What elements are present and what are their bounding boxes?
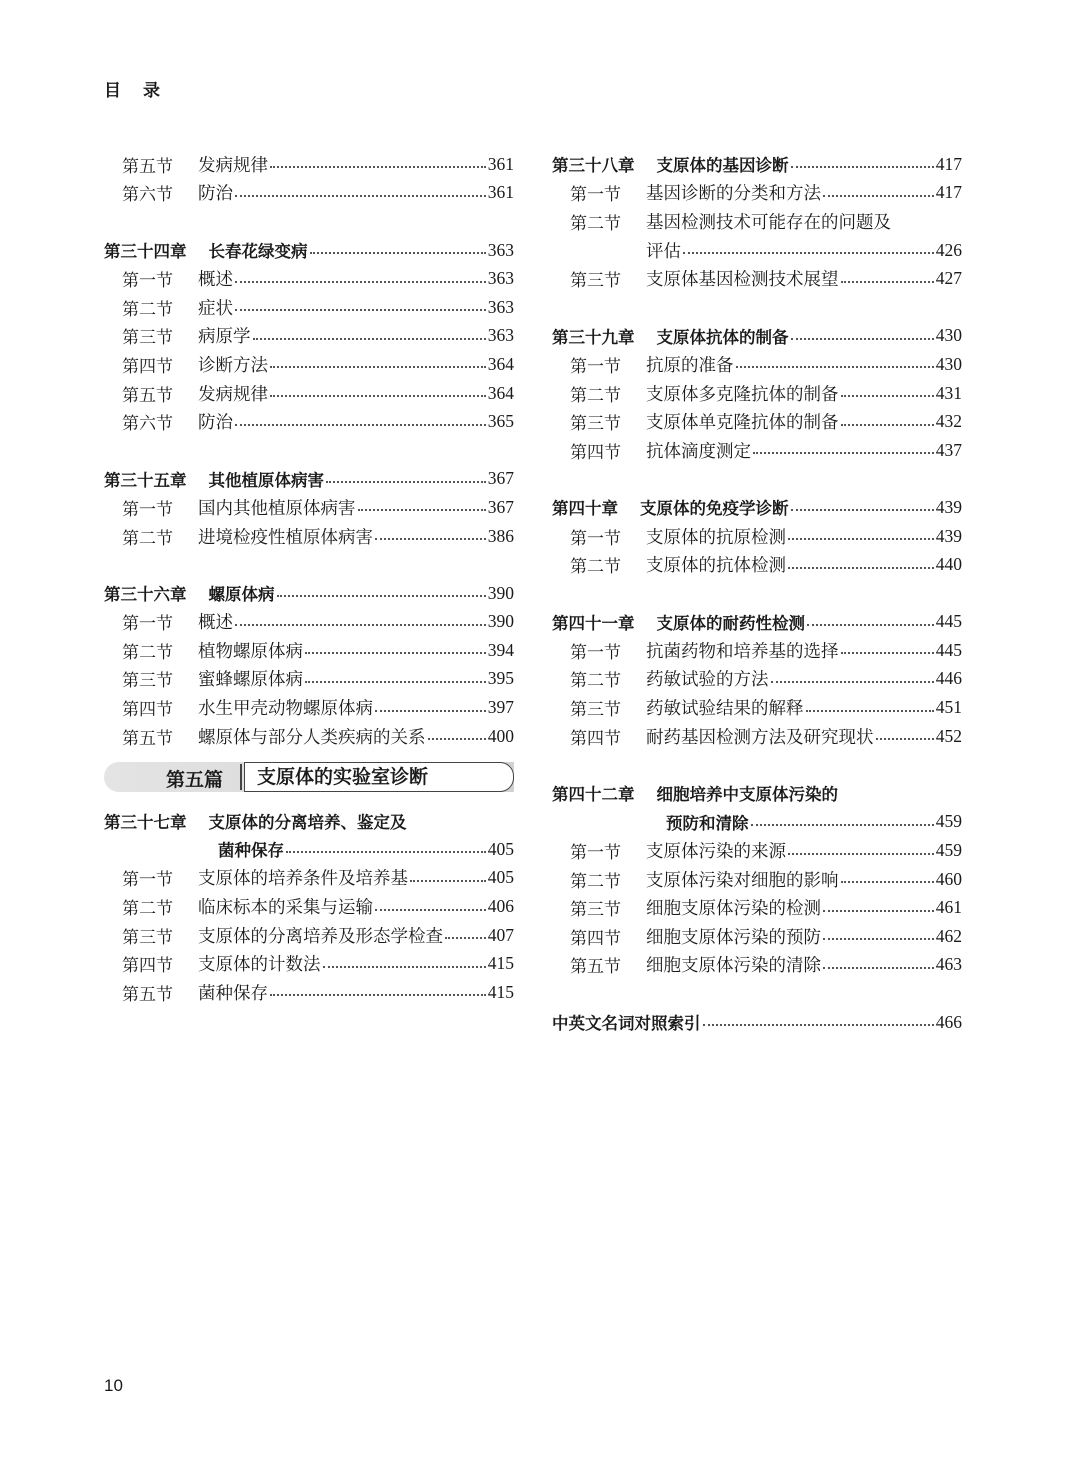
dot-leader [751,824,934,826]
dot-leader [375,909,486,911]
dot-leader [841,281,934,283]
chapter-title: 螺原体病 [208,585,275,605]
section-title: 支原体的抗原检测 [646,527,786,548]
page-ref: 430 [935,353,962,374]
chapter-title-cont: 预防和清除 [666,813,749,833]
toc-entry[interactable] [552,865,962,894]
page-ref: 432 [935,411,962,432]
dot-leader [428,738,486,740]
dot-leader [841,424,934,426]
section-number: 第一节 [570,843,621,864]
section-number: 第三节 [570,700,621,721]
dot-leader [823,967,934,969]
section-number: 第四节 [570,928,621,949]
toc-entry[interactable] [104,892,514,921]
dot-leader [235,281,486,283]
dot-leader [235,195,486,197]
dot-leader [375,710,486,712]
section-title: 细胞支原体污染的预防 [646,927,821,948]
page-ref: 427 [935,268,962,289]
dot-leader [841,881,934,883]
dot-leader [270,166,486,168]
section-number: 第三节 [570,900,621,921]
section-number: 第五节 [570,957,621,978]
section-title: 支原体污染的来源 [646,842,786,863]
section-title: 症状 [198,298,233,319]
section-number: 第三节 [122,328,173,349]
page-ref: 363 [487,325,514,346]
page-ref: 361 [487,153,514,174]
section-number: 第五节 [122,984,173,1005]
toc-entry[interactable] [104,608,514,637]
section-number: 第五节 [122,156,173,177]
dot-leader [788,853,934,855]
toc-entry[interactable] [552,836,962,865]
page-ref: 463 [935,954,962,975]
dot-leader [788,567,934,569]
section-title: 抗原的准备 [646,355,734,376]
chapter-number: 第四十章 [552,499,618,519]
toc-entry[interactable] [552,951,962,980]
page-ref: 390 [487,611,514,632]
page-ref: 417 [935,182,962,203]
dot-leader [410,880,486,882]
page-ref: 364 [487,353,514,374]
section-number: 第一节 [122,499,173,520]
dot-leader [305,652,486,654]
section-title: 抗菌药物和培养基的选择 [646,641,839,662]
section-number: 第六节 [122,414,173,435]
page-ref: 390 [487,582,514,603]
section-title: 概述 [198,613,233,634]
toc-chapter[interactable] [104,465,514,494]
toc-chapter[interactable] [552,779,962,808]
toc-entry-continuation[interactable] [552,236,962,265]
section-title: 病原学 [198,327,251,348]
page-ref: 417 [935,153,962,174]
toc-entry[interactable] [552,550,962,579]
dot-leader [326,481,486,483]
toc-chapter[interactable] [552,322,962,351]
chapter-number: 第三十四章 [104,242,187,262]
toc-entry[interactable] [552,207,962,236]
toc-entry[interactable] [104,407,514,436]
dot-leader [305,681,486,683]
section-title: 支原体污染对细胞的影响 [646,870,839,891]
dot-leader [788,538,934,540]
page-ref: 363 [487,296,514,317]
chapter-title: 细胞培养中支原体污染的 [656,785,838,805]
section-number: 第二节 [570,385,621,406]
page-ref: 363 [487,239,514,260]
page-ref: 367 [487,496,514,517]
section-number: 第五节 [122,385,173,406]
chapter-number: 第四十一章 [552,613,635,633]
page-ref: 466 [935,1011,962,1032]
section-title: 水生甲壳动物螺原体病 [198,699,373,720]
page-ref: 445 [935,639,962,660]
page-ref: 439 [935,525,962,546]
toc-entry[interactable] [104,179,514,208]
section-title: 药敏试验的方法 [646,670,769,691]
chapter-number: 第三十八章 [552,156,635,176]
chapter-number: 第四十二章 [552,785,635,805]
section-title: 防治 [198,184,233,205]
toc-index-entry[interactable] [552,1008,962,1037]
toc-entry[interactable] [552,665,962,694]
toc-entry[interactable] [552,922,962,951]
toc-entry[interactable] [104,293,514,322]
section-number: 第二节 [570,671,621,692]
page-ref: 451 [935,697,962,718]
section-title: 国内其他植原体病害 [198,498,356,519]
dot-leader [753,452,934,454]
chapter-number: 第三十九章 [552,327,635,347]
page-ref: 415 [487,953,514,974]
page-ref: 430 [935,325,962,346]
page-ref: 363 [487,268,514,289]
page-ref: 395 [487,668,514,689]
section-title: 支原体的计数法 [198,955,321,976]
section-number: 第三节 [570,271,621,292]
section-number: 第四节 [122,700,173,721]
toc-entry[interactable] [104,693,514,722]
dot-leader [791,509,934,511]
page-ref: 459 [935,811,962,832]
section-number: 第一节 [122,271,173,292]
part-banner[interactable] [104,762,514,792]
section-title: 抗体滴度测定 [646,441,751,462]
toc-entry[interactable] [552,350,962,379]
dot-leader [683,252,934,254]
section-title: 支原体多克隆抗体的制备 [646,384,839,405]
chapter-title: 其他植原体病害 [208,470,324,490]
section-title: 基因检测技术可能存在的问题及 [646,212,891,233]
page-ref: 426 [935,239,962,260]
toc-entry[interactable] [104,379,514,408]
dot-leader [823,938,934,940]
toc-entry[interactable] [552,436,962,465]
page-ref: 367 [487,468,514,489]
toc-chapter[interactable] [104,579,514,608]
section-number: 第六节 [122,185,173,206]
toc-entry[interactable] [552,522,962,551]
chapter-number: 第三十五章 [104,470,187,490]
page-ref: 406 [487,896,514,917]
toc-chapter-continuation[interactable] [552,808,962,837]
page-ref: 397 [487,697,514,718]
banner-divider [240,764,242,790]
section-title: 蜜蜂螺原体病 [198,670,303,691]
section-title-cont: 评估 [646,241,681,262]
page-ref: 405 [487,867,514,888]
section-title: 菌种保存 [198,983,268,1004]
toc-entry[interactable] [104,150,514,179]
toc-entry[interactable] [104,636,514,665]
section-number: 第一节 [122,614,173,635]
section-number: 第四节 [570,442,621,463]
toc-right-column [552,150,962,1036]
toc-entry[interactable] [552,636,962,665]
toc-entry[interactable] [104,665,514,694]
dot-leader [841,395,934,397]
chapter-title: 支原体的分离培养、鉴定及 [208,812,407,832]
toc-entry[interactable] [552,264,962,293]
dot-leader [876,738,934,740]
page-ref: 431 [935,382,962,403]
toc-entry[interactable] [104,264,514,293]
toc-entry[interactable] [104,978,514,1007]
page-ref: 407 [487,924,514,945]
toc-entry[interactable] [552,407,962,436]
toc-left-column [104,150,514,1007]
toc-entry[interactable] [552,379,962,408]
page-ref: 445 [935,611,962,632]
section-title: 药敏试验结果的解释 [646,699,804,720]
section-number: 第一节 [570,528,621,549]
page-ref: 400 [487,725,514,746]
toc-entry[interactable] [552,179,962,208]
chapter-title-cont: 菌种保存 [218,841,284,861]
section-title: 螺原体与部分人类疾病的关系 [198,727,426,748]
section-title: 临床标本的采集与运输 [198,898,373,919]
section-title: 植物螺原体病 [198,641,303,662]
page-ref: 365 [487,411,514,432]
section-title: 概述 [198,270,233,291]
chapter-number: 第三十六章 [104,585,187,605]
dot-leader [323,966,486,968]
page-ref: 452 [935,725,962,746]
dot-leader [310,252,486,254]
section-title: 支原体的分离培养及形态学检查 [198,926,443,947]
toc-entry[interactable] [104,522,514,551]
toc-entry[interactable] [104,949,514,978]
page-ref: 415 [487,981,514,1002]
chapter-number: 第三十七章 [104,812,187,832]
section-number: 第三节 [122,927,173,948]
section-title: 耐药基因检测方法及研究现状 [646,727,874,748]
section-title: 细胞支原体污染的清除 [646,956,821,977]
section-number: 第二节 [570,213,621,234]
section-number: 第二节 [122,899,173,920]
dot-leader [703,1024,934,1026]
page-ref: 439 [935,496,962,517]
toc-chapter-continuation[interactable] [104,835,514,864]
dot-leader [235,424,486,426]
section-title: 诊断方法 [198,355,268,376]
page-ref: 462 [935,925,962,946]
toc-entry[interactable] [104,722,514,751]
toc-chapter[interactable] [552,150,962,179]
toc-entry[interactable] [104,493,514,522]
section-number: 第五节 [122,728,173,749]
section-number: 第一节 [570,356,621,377]
section-number: 第二节 [122,642,173,663]
toc-chapter[interactable] [552,608,962,637]
chapter-title: 长春花绿变病 [208,242,308,262]
dot-leader [253,338,486,340]
dot-leader [771,681,934,683]
part-title: 支原体的实验室诊断 [244,762,514,792]
section-title: 发病规律 [198,384,268,405]
section-title: 支原体的培养条件及培养基 [198,869,408,890]
toc-entry[interactable] [104,864,514,893]
toc-chapter[interactable] [552,493,962,522]
page-ref: 446 [935,668,962,689]
dot-leader [375,538,486,540]
dot-leader [823,910,934,912]
toc-entry[interactable] [104,350,514,379]
section-number: 第一节 [122,870,173,891]
dot-leader [736,366,934,368]
page-ref: 459 [935,840,962,861]
chapter-title: 支原体的免疫学诊断 [640,499,789,519]
dot-leader [270,366,486,368]
section-number: 第一节 [570,185,621,206]
part-number: 第五篇 [166,769,224,792]
dot-leader [270,994,486,996]
chapter-title: 支原体的基因诊断 [656,156,789,176]
toc-entry[interactable] [104,322,514,351]
dot-leader [286,851,486,853]
section-number: 第三节 [570,414,621,435]
toc-entry[interactable] [552,693,962,722]
page-ref: 460 [935,868,962,889]
dot-leader [445,937,486,939]
toc-chapter[interactable] [104,806,514,835]
dot-leader [807,624,934,626]
section-number: 第一节 [570,642,621,663]
index-title: 中英文名词对照索引 [552,1014,701,1034]
dot-leader [235,624,486,626]
chapter-title: 支原体的耐药性检测 [656,613,805,633]
page-ref: 386 [487,525,514,546]
section-title: 发病规律 [198,155,268,176]
section-title: 进境检疫性植原体病害 [198,527,373,548]
page-ref: 394 [487,639,514,660]
dot-leader [235,309,486,311]
section-number: 第二节 [122,528,173,549]
toc-entry[interactable] [552,893,962,922]
section-number: 第四节 [122,356,173,377]
dot-leader [277,595,486,597]
section-title: 基因诊断的分类和方法 [646,184,821,205]
section-title: 支原体单克隆抗体的制备 [646,413,839,434]
toc-entry[interactable] [552,722,962,751]
page-ref: 361 [487,182,514,203]
dot-leader [841,652,934,654]
page-ref: 364 [487,382,514,403]
dot-leader [823,195,934,197]
page-ref: 461 [935,897,962,918]
dot-leader [791,166,934,168]
section-title: 防治 [198,413,233,434]
section-title: 支原体基因检测技术展望 [646,270,839,291]
section-number: 第四节 [570,728,621,749]
running-head: 目录 [104,81,182,101]
dot-leader [791,338,934,340]
page-ref: 440 [935,554,962,575]
section-number: 第二节 [570,557,621,578]
page-ref: 405 [487,838,514,859]
section-title: 细胞支原体污染的检测 [646,899,821,920]
section-number: 第四节 [122,956,173,977]
chapter-title: 支原体抗体的制备 [656,327,789,347]
toc-chapter[interactable] [104,236,514,265]
dot-leader [270,395,486,397]
page-ref: 437 [935,439,962,460]
section-number: 第二节 [570,871,621,892]
dot-leader [806,710,934,712]
toc-entry[interactable] [104,921,514,950]
section-title: 支原体的抗体检测 [646,556,786,577]
section-number: 第三节 [122,671,173,692]
page-number: 10 [104,1376,123,1395]
dot-leader [358,509,486,511]
section-number: 第二节 [122,299,173,320]
